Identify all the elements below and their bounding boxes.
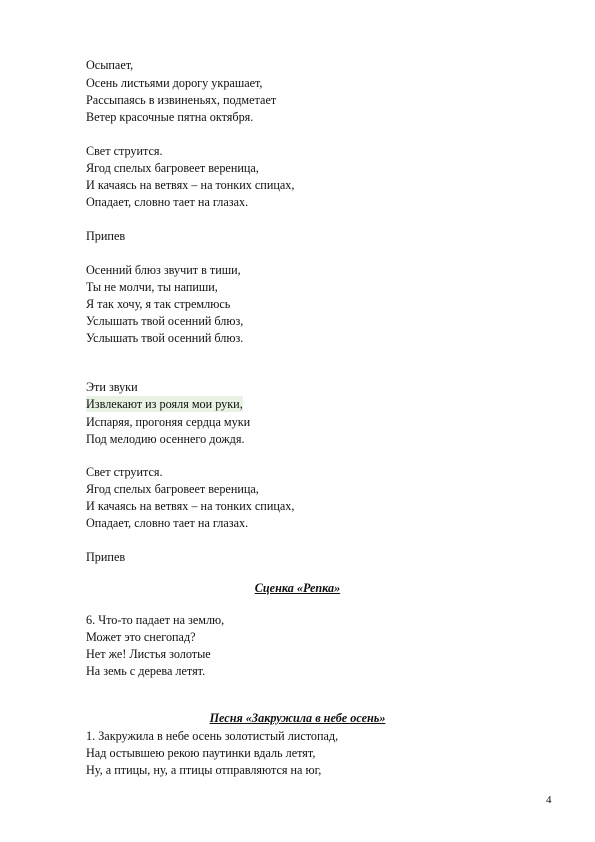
text-line: Ты не молчи, ты напиши, bbox=[86, 280, 218, 294]
text-line: И качаясь на ветвях – на тонких спицах, bbox=[86, 178, 295, 192]
text-line: Ну, а птицы, ну, а птицы отправляются на юг, bbox=[86, 763, 322, 777]
section-heading: Сценка «Репка» bbox=[254, 581, 341, 595]
section-heading: Песня «Закружила в небе осень» bbox=[209, 711, 386, 725]
text-line: Опадает, словно тает на глазах. bbox=[86, 516, 249, 530]
page-number: 4 bbox=[546, 794, 552, 806]
text-line: Свет струится. bbox=[86, 465, 163, 479]
text-line: Услышать твой осенний блюз. bbox=[86, 331, 244, 345]
text-line: Под мелодию осеннего дождя. bbox=[86, 432, 245, 446]
text-line: Испаряя, прогоняя сердца муки bbox=[86, 415, 251, 429]
text-line: Может это снегопад? bbox=[86, 630, 196, 644]
text-line: Эти звуки bbox=[86, 380, 138, 394]
chorus-label: Припев bbox=[86, 229, 126, 243]
highlighted-text-line: Извлекают из рояля мои руки, bbox=[86, 397, 243, 411]
text-line: И качаясь на ветвях – на тонких спицах, bbox=[86, 499, 295, 513]
chorus-label: Припев bbox=[86, 550, 126, 564]
text-line: Над остывшею рекою паутинки вдаль летят, bbox=[86, 746, 316, 760]
text-line: Услышать твой осенний блюз, bbox=[86, 314, 244, 328]
text-line: Я так хочу, я так стремлюсь bbox=[86, 297, 231, 311]
text-line: Ветер красочные пятна октября. bbox=[86, 110, 254, 124]
text-line: Нет же! Листья золотые bbox=[86, 647, 211, 661]
text-line: Осенний блюз звучит в тиши, bbox=[86, 263, 241, 277]
text-line: Опадает, словно тает на глазах. bbox=[86, 195, 249, 209]
text-line: 6. Что-то падает на землю, bbox=[86, 613, 225, 627]
text-line: Свет струится. bbox=[86, 144, 163, 158]
text-line: На земь с дерева летят. bbox=[86, 664, 206, 678]
text-line: Ягод спелых багровеет вереница, bbox=[86, 161, 259, 175]
text-line: Ягод спелых багровеет вереница, bbox=[86, 482, 259, 496]
text-line: Осыпает, bbox=[86, 58, 134, 72]
text-line: Осень листьями дорогу украшает, bbox=[86, 76, 263, 90]
text-line: Рассыпаясь в извиненьях, подметает bbox=[86, 93, 277, 107]
text-line: 1. Закружила в небе осень золотистый листопад, bbox=[86, 729, 339, 743]
